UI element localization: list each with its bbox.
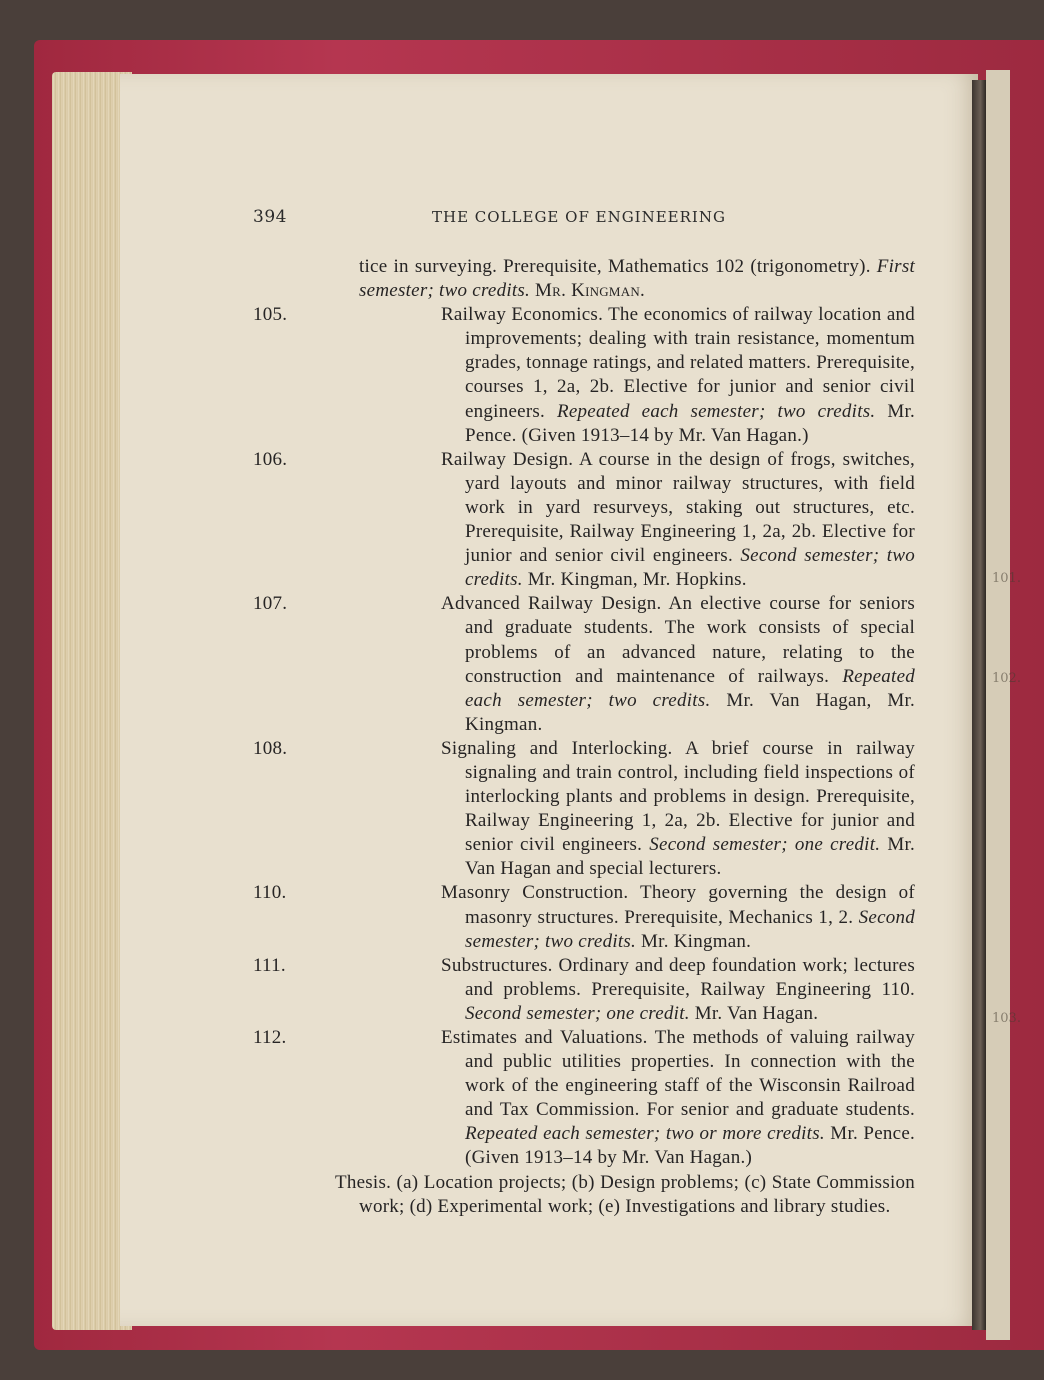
course-instructor: Mr. Pence. (Given 1913–14 by Mr. Van Hagan.) [465,400,916,446]
course-entry [253,954,915,1026]
course-entry [253,881,915,953]
course-description: Signaling and Interlocking. A brief course in railway signaling and train control, including field inspections of interlocking plants and problems in design. Prerequisite, Railway Engineering 1, 2a, 2b. Elective for junior and senior civil engineers. [441,737,915,856]
course-description: Advanced Railway Design. An elective course for seniors and graduate students. The work consists of special problems of an advanced nature, relating to the construction and maintenance of railways. [441,593,915,687]
course-instructor: Mr. Van Hagan. [694,1002,819,1024]
course-term: Second semester; one credit. [465,1002,690,1024]
course-number: 111. [253,954,286,976]
course-entry [253,1026,915,1171]
course-description: Masonry Construction. Theory governing the design of masonry structures. Prerequisite, Mechanics 1, 2. [441,882,915,928]
running-title: THE COLLEGE OF ENGINEERING [432,208,726,226]
thesis-paragraph [253,1171,915,1219]
thesis-text: Thesis. (a) Location projects; (b) Design problems; (c) State Commission work; (d) Experimental work; (e) Investigations and library studies. [335,1171,915,1217]
course-term: Second semester; one credit. [649,834,881,856]
course-entry [253,737,915,882]
course-number: 110. [253,882,287,904]
facing-page-fragment: 102. [992,671,1021,686]
continuation-text: tice in surveying. Prerequisite, Mathematics 102 (trigonometry). [359,256,871,277]
course-term: Second semester; two credits. [465,906,916,952]
facing-page-strip [986,70,1010,1340]
course-entry [253,448,915,593]
facing-page-fragment: 103. [992,1011,1021,1026]
course-term: Second semester; two credits. [465,545,915,591]
course-instructor: Mr. Van Hagan, Mr. Kingman. [465,689,916,735]
course-description: Substructures. Ordinary and deep foundation work; lectures and problems. Prerequisite, Railway Engineering 110. [441,954,915,1000]
continuation-instructor: Mr. Kingman. [535,280,646,302]
course-number: 108. [253,737,288,759]
course-description: Railway Economics. The economics of railway location and improvements; dealing with train resistance, momentum grades, tonnage ratings, and related matters. Prerequisite, courses 1, 2a, 2b. Elective for junior and senior civil engineers. [441,304,915,422]
course-number: 107. [253,593,288,615]
course-number: 105. [253,304,288,326]
continuation-paragraph [253,255,915,303]
course-number: 112. [253,1027,287,1048]
course-term: Repeated each semester; two credits. [557,400,876,422]
course-entry [253,303,915,448]
course-instructor: Mr. Van Hagan and special lecturers. [465,834,916,880]
book-gutter [972,80,986,1330]
course-description: Railway Design. A course in the design of frogs, switches, yard layouts and minor railway structures, with field work in yard resurveys, staking out structures, etc. Prerequisite, Railway Engineering 1, 2a, 2b. Elective for junior and senior civil engineers. [441,448,915,567]
course-instructor: Mr. Kingman, Mr. Hopkins. [527,569,747,591]
course-instructor: Mr. Kingman. [641,930,752,952]
continuation-term: First semester; two credits. [359,256,915,302]
facing-page-fragment: 101. [992,571,1021,586]
course-term: Repeated each semester; two or more credits. [465,1123,825,1145]
course-number: 106. [253,448,288,470]
course-entry [253,592,915,737]
page-body [253,255,915,1219]
course-instructor: Mr. Pence. (Given 1913–14 by Mr. Van Hagan.) [465,1123,916,1169]
page-number: 394 [253,207,287,227]
course-term: Repeated each semester; two credits. [465,665,915,711]
course-description: Estimates and Valuations. The methods of valuing railway and public utilities properties. In connection with the work of the engineering staff of the Wisconsin Railroad and Tax Commission. For senior and graduate students. [441,1027,915,1121]
